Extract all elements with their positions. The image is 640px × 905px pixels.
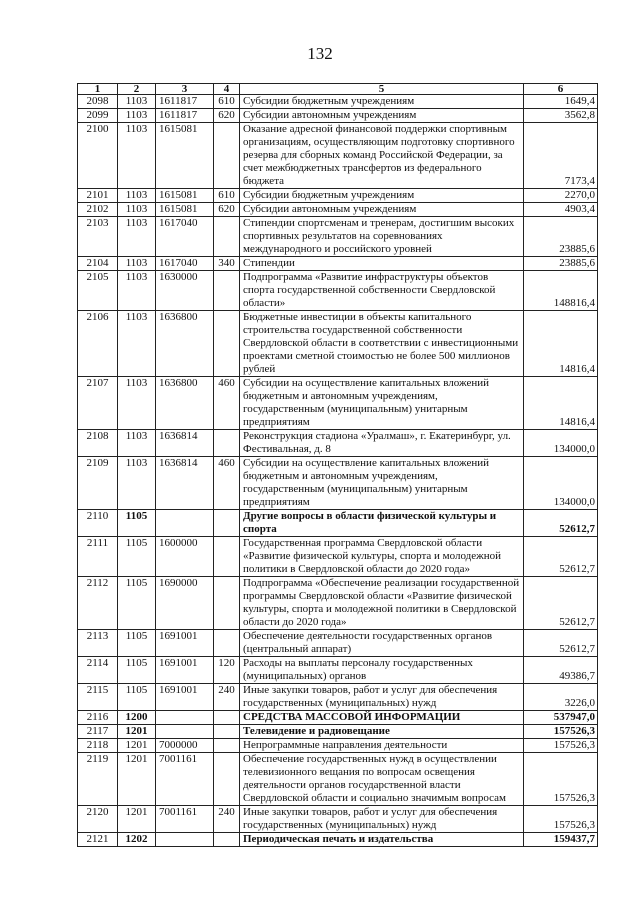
item-name: Другие вопросы в области физической культуры и спорта xyxy=(240,510,524,537)
table-row xyxy=(78,217,598,257)
item-name: Субсидии автономным учреждениям xyxy=(240,109,524,123)
row-number: 2113 xyxy=(78,630,118,657)
item-name: Подпрограмма «Развитие инфраструктуры объектов спорта государственной собственности Свердловской области» xyxy=(240,271,524,311)
row-number: 2114 xyxy=(78,657,118,684)
section-code: 1200 xyxy=(118,711,156,725)
expense-type-code xyxy=(214,753,240,806)
amount: 148816,4 xyxy=(524,271,598,311)
expense-type-code xyxy=(214,123,240,189)
section-code: 1103 xyxy=(118,95,156,109)
table-row xyxy=(78,510,598,537)
target-article-code: 7001161 xyxy=(156,753,214,806)
expense-type-code: 610 xyxy=(214,189,240,203)
item-name: Иные закупки товаров, работ и услуг для обеспечения государственных (муниципальных) нужд xyxy=(240,806,524,833)
item-name: Оказание адресной финансовой поддержки спортивным организациям, осуществляющим подготовку спортивного резерва для сборных команд Российской Федерации, за счет межбюджетных трансфертов из федерального бюджета xyxy=(240,123,524,189)
row-number: 2109 xyxy=(78,457,118,510)
target-article-code: 1690000 xyxy=(156,577,214,630)
row-number: 2116 xyxy=(78,711,118,725)
target-article-code: 1600000 xyxy=(156,537,214,577)
section-code: 1202 xyxy=(118,833,156,847)
expense-type-code xyxy=(214,630,240,657)
target-article-code: 1691001 xyxy=(156,630,214,657)
item-name: Субсидии бюджетным учреждениям xyxy=(240,189,524,203)
row-number: 2110 xyxy=(78,510,118,537)
item-name: Расходы на выплаты персоналу государственных (муниципальных) органов xyxy=(240,657,524,684)
target-article-code: 1691001 xyxy=(156,684,214,711)
target-article-code xyxy=(156,833,214,847)
header-col-3: 3 xyxy=(156,84,214,95)
item-name: Стипендии xyxy=(240,257,524,271)
table-row xyxy=(78,711,598,725)
amount: 134000,0 xyxy=(524,430,598,457)
table-row xyxy=(78,95,598,109)
amount: 157526,3 xyxy=(524,725,598,739)
table-row xyxy=(78,123,598,189)
amount: 7173,4 xyxy=(524,123,598,189)
amount: 52612,7 xyxy=(524,537,598,577)
row-number: 2112 xyxy=(78,577,118,630)
table-row xyxy=(78,311,598,377)
expense-type-code xyxy=(214,217,240,257)
row-number: 2098 xyxy=(78,95,118,109)
item-name: Телевидение и радиовещание xyxy=(240,725,524,739)
row-number: 2101 xyxy=(78,189,118,203)
section-code: 1105 xyxy=(118,657,156,684)
item-name: Обеспечение деятельности государственных органов (центральный аппарат) xyxy=(240,630,524,657)
target-article-code: 1691001 xyxy=(156,657,214,684)
target-article-code: 1615081 xyxy=(156,203,214,217)
table-row xyxy=(78,725,598,739)
section-code: 1103 xyxy=(118,271,156,311)
target-article-code: 1615081 xyxy=(156,123,214,189)
amount: 159437,7 xyxy=(524,833,598,847)
table-row xyxy=(78,806,598,833)
expense-type-code xyxy=(214,430,240,457)
section-code: 1103 xyxy=(118,257,156,271)
table-row xyxy=(78,430,598,457)
amount: 4903,4 xyxy=(524,203,598,217)
row-number: 2117 xyxy=(78,725,118,739)
table-row xyxy=(78,377,598,430)
amount: 52612,7 xyxy=(524,510,598,537)
table-row xyxy=(78,657,598,684)
expense-type-code xyxy=(214,271,240,311)
target-article-code: 1617040 xyxy=(156,217,214,257)
target-article-code: 1611817 xyxy=(156,109,214,123)
expense-type-code xyxy=(214,537,240,577)
item-name: Обеспечение государственных нужд в осуществлении телевизионного вещания по вопросам освещения деятельности органов государственной власти Свердловской области и социально значимым вопросам xyxy=(240,753,524,806)
expense-type-code: 620 xyxy=(214,203,240,217)
amount: 157526,3 xyxy=(524,753,598,806)
section-code: 1105 xyxy=(118,630,156,657)
target-article-code xyxy=(156,510,214,537)
amount: 52612,7 xyxy=(524,630,598,657)
row-number: 2103 xyxy=(78,217,118,257)
row-number: 2111 xyxy=(78,537,118,577)
expense-type-code: 610 xyxy=(214,95,240,109)
expense-type-code: 620 xyxy=(214,109,240,123)
table-row xyxy=(78,833,598,847)
row-number: 2106 xyxy=(78,311,118,377)
item-name: Субсидии бюджетным учреждениям xyxy=(240,95,524,109)
expense-type-code xyxy=(214,725,240,739)
amount: 23885,6 xyxy=(524,217,598,257)
target-article-code: 1617040 xyxy=(156,257,214,271)
target-article-code: 1636814 xyxy=(156,457,214,510)
amount: 1649,4 xyxy=(524,95,598,109)
target-article-code: 7001161 xyxy=(156,806,214,833)
section-code: 1105 xyxy=(118,577,156,630)
expense-type-code: 120 xyxy=(214,657,240,684)
table-row xyxy=(78,577,598,630)
item-name: Субсидии автономным учреждениям xyxy=(240,203,524,217)
amount: 134000,0 xyxy=(524,457,598,510)
target-article-code xyxy=(156,725,214,739)
header-col-4: 4 xyxy=(214,84,240,95)
section-code: 1201 xyxy=(118,806,156,833)
expense-type-code: 460 xyxy=(214,457,240,510)
table-row xyxy=(78,203,598,217)
expense-type-code xyxy=(214,510,240,537)
target-article-code: 1636814 xyxy=(156,430,214,457)
table-row xyxy=(78,537,598,577)
row-number: 2099 xyxy=(78,109,118,123)
table-row xyxy=(78,109,598,123)
section-code: 1103 xyxy=(118,123,156,189)
target-article-code: 7000000 xyxy=(156,739,214,753)
item-name: СРЕДСТВА МАССОВОЙ ИНФОРМАЦИИ xyxy=(240,711,524,725)
section-code: 1201 xyxy=(118,725,156,739)
section-code: 1103 xyxy=(118,109,156,123)
target-article-code xyxy=(156,711,214,725)
section-code: 1105 xyxy=(118,684,156,711)
target-article-code: 1636800 xyxy=(156,377,214,430)
budget-table xyxy=(77,83,598,847)
table-body xyxy=(78,95,598,847)
amount: 3562,8 xyxy=(524,109,598,123)
table-row xyxy=(78,257,598,271)
row-number: 2102 xyxy=(78,203,118,217)
item-name: Непрограммные направления деятельности xyxy=(240,739,524,753)
amount: 14816,4 xyxy=(524,377,598,430)
header-col-5: 5 xyxy=(240,84,524,95)
expense-type-code: 240 xyxy=(214,684,240,711)
table-row xyxy=(78,457,598,510)
row-number: 2115 xyxy=(78,684,118,711)
amount: 157526,3 xyxy=(524,806,598,833)
expense-type-code xyxy=(214,311,240,377)
row-number: 2100 xyxy=(78,123,118,189)
table-row xyxy=(78,271,598,311)
expense-type-code xyxy=(214,833,240,847)
section-code: 1103 xyxy=(118,377,156,430)
amount: 2270,0 xyxy=(524,189,598,203)
table-row xyxy=(78,739,598,753)
section-code: 1105 xyxy=(118,537,156,577)
expense-type-code xyxy=(214,711,240,725)
header-col-6: 6 xyxy=(524,84,598,95)
row-number: 2121 xyxy=(78,833,118,847)
section-code: 1103 xyxy=(118,189,156,203)
section-code: 1103 xyxy=(118,311,156,377)
expense-type-code xyxy=(214,577,240,630)
section-code: 1201 xyxy=(118,739,156,753)
amount: 49386,7 xyxy=(524,657,598,684)
section-code: 1103 xyxy=(118,203,156,217)
target-article-code: 1636800 xyxy=(156,311,214,377)
row-number: 2105 xyxy=(78,271,118,311)
row-number: 2118 xyxy=(78,739,118,753)
item-name: Субсидии на осуществление капитальных вложений бюджетным и автономным учреждениям, государственным (муниципальным) унитарным предприятиям xyxy=(240,377,524,430)
target-article-code: 1630000 xyxy=(156,271,214,311)
item-name: Периодическая печать и издательства xyxy=(240,833,524,847)
row-number: 2104 xyxy=(78,257,118,271)
item-name: Государственная программа Свердловской области «Развитие физической культуры, спорта и молодежной политики в Свердловской области до 2020 года» xyxy=(240,537,524,577)
table-row xyxy=(78,189,598,203)
amount: 537947,0 xyxy=(524,711,598,725)
target-article-code: 1611817 xyxy=(156,95,214,109)
header-col-2: 2 xyxy=(118,84,156,95)
amount: 52612,7 xyxy=(524,577,598,630)
amount: 157526,3 xyxy=(524,739,598,753)
row-number: 2120 xyxy=(78,806,118,833)
page-number: 132 xyxy=(307,44,333,63)
item-name: Реконструкция стадиона «Уралмаш», г. Екатеринбург, ул. Фестивальная, д. 8 xyxy=(240,430,524,457)
item-name: Стипендии спортсменам и тренерам, достигшим высоких спортивных результатов на соревнованиях международного и российского уровней xyxy=(240,217,524,257)
section-code: 1105 xyxy=(118,510,156,537)
row-number: 2107 xyxy=(78,377,118,430)
amount: 14816,4 xyxy=(524,311,598,377)
section-code: 1103 xyxy=(118,457,156,510)
item-name: Подпрограмма «Обеспечение реализации государственной программы Свердловской области «Развитие физической культуры, спорта и молодежной политики в Свердловской области до 2020 года» xyxy=(240,577,524,630)
item-name: Иные закупки товаров, работ и услуг для обеспечения государственных (муниципальных) нужд xyxy=(240,684,524,711)
expense-type-code: 460 xyxy=(214,377,240,430)
expense-type-code xyxy=(214,739,240,753)
expense-type-code: 240 xyxy=(214,806,240,833)
item-name: Бюджетные инвестиции в объекты капитального строительства государственной собственности Свердловской области в соответствии с инвестиционными проектами сметной стоимостью не более 500 миллионов рублей xyxy=(240,311,524,377)
header-col-1: 1 xyxy=(78,84,118,95)
row-number: 2108 xyxy=(78,430,118,457)
row-number: 2119 xyxy=(78,753,118,806)
section-code: 1201 xyxy=(118,753,156,806)
amount: 3226,0 xyxy=(524,684,598,711)
expense-type-code: 340 xyxy=(214,257,240,271)
item-name: Субсидии на осуществление капитальных вложений бюджетным и автономным учреждениям, государственным (муниципальным) унитарным предприятиям xyxy=(240,457,524,510)
table-row xyxy=(78,630,598,657)
target-article-code: 1615081 xyxy=(156,189,214,203)
table-row xyxy=(78,753,598,806)
table-header-row xyxy=(78,84,598,95)
amount: 23885,6 xyxy=(524,257,598,271)
section-code: 1103 xyxy=(118,217,156,257)
section-code: 1103 xyxy=(118,430,156,457)
table-row xyxy=(78,684,598,711)
